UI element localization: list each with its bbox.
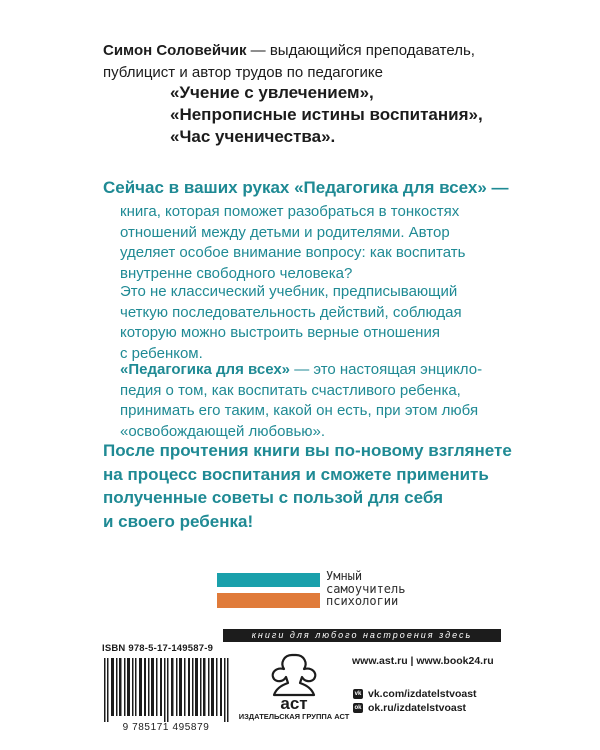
text-line: отношений между детьми и родителями. Автор	[120, 223, 450, 241]
series-name	[326, 570, 405, 608]
text-line: — это настоящая энцикло-	[290, 361, 483, 378]
text-line: принимать его таким, какой он есть, при этом любя	[120, 402, 479, 419]
lead-sentence: Сейчас в ваших руках «Педагогика для всех» —	[103, 178, 509, 197]
work-title: «Непрописные истины воспитания»,	[170, 105, 483, 124]
paragraph-3	[120, 360, 500, 442]
work-title: «Час ученичества».	[170, 127, 336, 146]
vk-icon: vk	[354, 691, 362, 697]
text-line: четкую последовательность действий, соблюдая	[120, 303, 462, 321]
text-line: полученные советы с пользой для себя	[103, 488, 444, 507]
paragraph-2	[120, 282, 500, 364]
text-line: с ребенком.	[120, 344, 203, 362]
paragraph-1	[120, 202, 500, 284]
series-bar-teal	[217, 573, 320, 587]
text-line: которую можно выстроить верные отношения	[120, 324, 440, 341]
publisher-websites[interactable]: www.ast.ru | www.book24.ru	[352, 655, 494, 667]
text-line: на процесс воспитания и сможете применить	[103, 464, 489, 484]
ok-link[interactable]	[353, 702, 466, 714]
text-line: педия о том, как воспитать счастливого ребенка,	[120, 381, 461, 399]
text-line: и своего ребенка!	[103, 511, 254, 531]
vk-link[interactable]	[353, 688, 477, 700]
text-line: книга, которая поможет разобраться в тонкостях	[120, 203, 460, 220]
author-works	[170, 82, 483, 148]
text-line: После прочтения книги вы по-новому взглянете	[103, 441, 512, 460]
barcode-icon	[102, 658, 230, 722]
author-name: Симон Соловейчик	[103, 42, 247, 59]
ast-logo-icon	[262, 653, 326, 711]
publisher-name: ИЗДАТЕЛЬСКАЯ ГРУППА АСТ	[238, 712, 350, 721]
author-description-line2: публицист и автор трудов по педагогике	[103, 64, 383, 81]
text-line: «освобождающей любовью».	[120, 422, 326, 440]
closing-statement	[103, 439, 512, 533]
barcode-number: 9 785171 495879	[122, 722, 210, 733]
ok-icon: ok	[354, 705, 362, 711]
svg-text:аст: аст	[280, 694, 308, 711]
work-title: «Учение с увлечением»,	[170, 83, 374, 102]
author-description: — выдающийся преподаватель,	[246, 42, 475, 59]
series-bar-orange	[217, 593, 320, 608]
author-intro	[103, 40, 563, 84]
text-line: уделяет особое внимание вопросу: как воспитать	[120, 244, 466, 261]
series-line: самоучитель	[326, 581, 406, 596]
book-title-highlight: «Педагогика для всех»	[120, 361, 291, 378]
series-line: психологии	[326, 594, 399, 608]
text-line: Это не классический учебник, предписывающий	[120, 283, 458, 300]
vk-url[interactable]: vk.com/izdatelstvoast	[368, 688, 477, 700]
text-line: внутренне свободного человека?	[120, 264, 353, 282]
tagline-banner: книги для любого настроения здесь	[223, 629, 501, 642]
ok-url[interactable]: ok.ru/izdatelstvoast	[368, 702, 467, 714]
isbn: ISBN 978-5-17-149587-9	[102, 643, 214, 654]
series-line: Умный	[326, 569, 363, 583]
